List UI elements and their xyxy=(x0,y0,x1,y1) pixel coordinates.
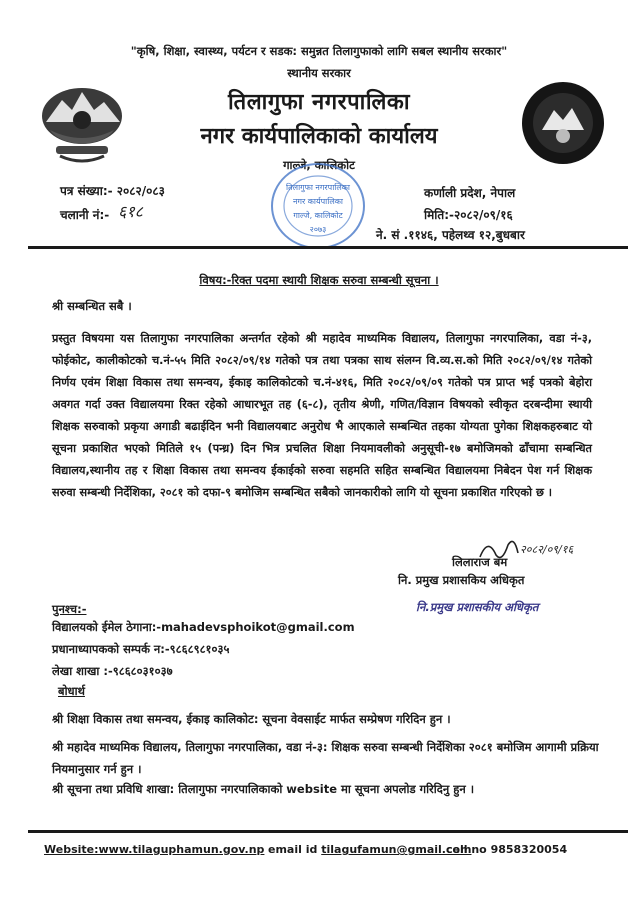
addressee: श्री सम्बन्धित सबै । xyxy=(52,299,132,313)
footer-email-label: email id xyxy=(268,843,318,856)
local-government-label: स्थानीय सरकार xyxy=(287,66,351,80)
footer-email-address[interactable]: tilagufamun@gmail.com xyxy=(321,843,472,856)
stamp-line-2: नगर कार्यपालिका xyxy=(293,197,343,206)
motto: "कृषि, शिक्षा, स्वास्थ्य, पर्यटन र सडक: समुन्नत तिलागुफाको लागि सबल स्थानीय सरकार" xyxy=(130,44,508,58)
signatory-title: नि. प्रमुख प्रशासकिय अधिकृत xyxy=(398,573,525,587)
stamp-line-3: गाल्जे, कालिकोट xyxy=(293,211,343,220)
stamp-line-1: तिलागुफा नगरपालिका xyxy=(286,183,350,192)
dispatch-number: ६१८ xyxy=(118,202,143,221)
footer-phone: cell no 9858320054 xyxy=(446,843,568,856)
province: कर्णाली प्रदेश, नेपाल xyxy=(424,186,516,200)
school-email: विद्यालयको ईमेल ठेगाना:-mahadevsphoikot@gmail.com xyxy=(52,620,355,634)
header-divider xyxy=(28,246,628,249)
letter-number: पत्र संख्या:- २०८२/०८३ xyxy=(60,184,165,198)
postscript-label: पुनश्च:- xyxy=(52,602,87,616)
office-location: गाल्जे, कालिकोट xyxy=(283,158,355,172)
dispatch-label: चलानी नं:- xyxy=(60,208,110,222)
office-name: नगर कार्यपालिकाको कार्यालय xyxy=(200,124,438,149)
signatory-name: लिलाराज बम xyxy=(452,555,508,569)
stamp-line-4: २०७३ xyxy=(309,225,327,234)
signatory-stamp: नि.प्रमुख प्रशासकीय अधिकृत xyxy=(416,600,539,614)
footer-divider xyxy=(28,830,628,833)
cc-label: बोधार्थ xyxy=(58,684,85,698)
cc-item: श्री शिक्षा विकास तथा समन्वय, ईकाइ कालिकोट: सूचना वेवसाईट मार्फत सम्प्रेषण गरिदिन हुन । xyxy=(52,712,451,726)
accounts-phone: लेखा शाखा :-९८६८०३१०३७ xyxy=(52,664,173,678)
cc-item: श्री महादेव माध्यमिक विद्यालय, तिलागुफा नगरपालिका, वडा नं-३: शिक्षक सरुवा सम्बन्धी निर्देशिका २०८१ बमोजिम आगामी प्रक्रिया नियमानुसार गर्न हुन । xyxy=(52,740,599,776)
subject-line: विषय:-रिक्त पदमा स्थायी शिक्षक सरुवा सम्बन्धी सूचना । xyxy=(199,273,439,287)
head-teacher-phone: प्रधानाध्यापकको सम्पर्क न:-९८६८९८१०३५ xyxy=(52,642,230,656)
cc-item: श्री सूचना तथा प्रविधि शाखा: तिलागुफा नगरपालिकाको website मा सूचना अपलोड गरिदिनु हुन । xyxy=(52,782,475,796)
letter-date: मिति:-२०८२/०९/१६ xyxy=(424,208,513,222)
signature-date: २०८२/०९/१६ xyxy=(520,543,574,556)
footer-email xyxy=(268,843,472,856)
footer-website[interactable]: Website:www.tilaguphamun.gov.np xyxy=(44,843,265,856)
office-stamp xyxy=(268,160,368,252)
notice-body: प्रस्तुत विषयमा यस तिलागुफा नगरपालिका अन्तर्गत रहेको श्री महादेव माध्यमिक विद्यालय, तिलागुफा नगरपालिका, वडा नं-३, फोईकोट, कालीकोटको च.नं-५५ मिति २०८२/०९/१४ गतेको पत्र तथा पत्रका साथ संलग्न वि.व्य.स.को मिति २०८२/०९/१४ गतेको निर्णय एवंम शिक्षा विकास तथा समन्वय, ईकाइ कालिकोटको च.नं-४१६, मिति २०८२/०९/०९ गतेको पत्र प्राप्त भई पत्रको बेहोरा अवगत गर्दा उक्त विद्यालयमा रिक्त रहेको आधारभूत तह (६-८), तृतीय श्रेणी, गणित/विज्ञान विषयको स्वीकृत दरबन्दीमा स्थायी शिक्षक सरुवाको प्रकृया अगाडी बढाईदिन भनी विद्यालयबाट अनुरोध भै आएकाले सम्बन्धित तहका योग्यता पुगेका शिक्षकहरुबाट यो सूचना प्रकाशित भएको मितिले १५ (पन्ध्र) दिन भित्र प्रचलित शिक्षा नियमावलीको अनुसूची-१७ बमोजिमको ढाँचामा सम्बन्धित विद्यालय,स्थानीय तह र शिक्षा विकास तथा समन्वय ईकाईको सरुवा सहमति सहित सम्बन्धित विद्यालयमा निबेदन पेश गर्न शिक्षक सरुवा सम्बन्धी निर्देशिका, २०८१ को दफा-९ बमोजिम सम्बन्धित सबैको जानकारीको लागि यो सूचना प्रकाशित गरिएको छ । xyxy=(52,332,592,499)
nepal-era-date: ने. सं .११४६, पहेलथ्व १२,बुधबार xyxy=(376,228,525,242)
municipality-name: तिलागुफा नगरपालिका xyxy=(227,90,411,115)
